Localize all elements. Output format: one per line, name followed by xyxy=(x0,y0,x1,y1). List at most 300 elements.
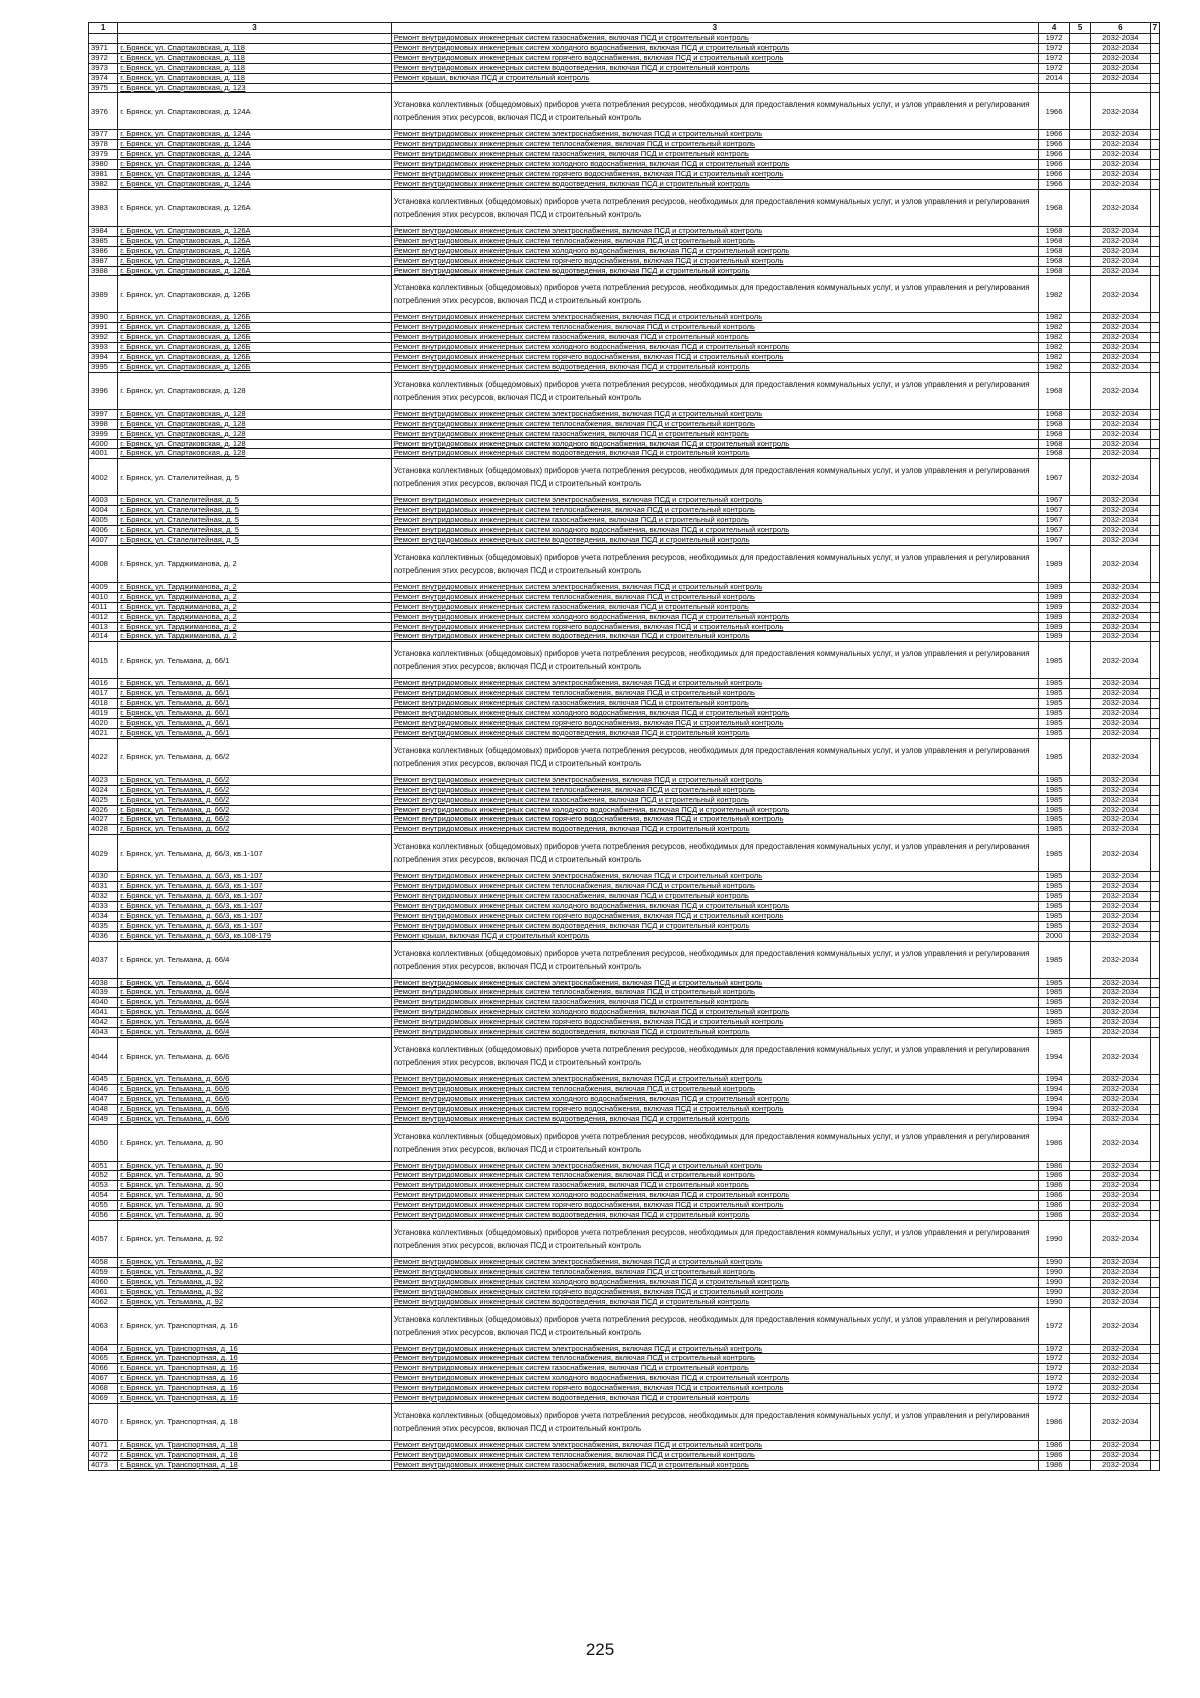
row-number-cell: 3983 xyxy=(89,189,118,226)
empty-col-5-cell xyxy=(1070,988,1091,998)
address-cell: г. Брянск, ул. Транспортная, д. 18 xyxy=(118,1450,391,1460)
work-type-cell: Установка коллективных (общедомовых) приборов учета потребления ресурсов, необходимых для предоставления коммунальных услуг, и узлов управления и регулирования потребления этих ресурсов, включая ПСД и строительный контроль xyxy=(391,276,1038,313)
row-number-cell: 3972 xyxy=(89,53,118,63)
empty-col-7-cell xyxy=(1150,189,1159,226)
address-cell: г. Брянск, ул. Спартаковская, д. 128 xyxy=(118,439,391,449)
table-row xyxy=(89,738,1160,775)
empty-col-7-cell xyxy=(1150,1403,1159,1440)
work-type-cell: Ремонт внутридомовых инженерных систем теплоснабжения, включая ПСД и строительный контроль xyxy=(391,140,1038,150)
work-type-cell: Ремонт внутридомовых инженерных систем электроснабжения, включая ПСД и строительный контроль xyxy=(391,872,1038,882)
page-number: 225 xyxy=(585,1640,615,1659)
work-type-cell: Установка коллективных (общедомовых) приборов учета потребления ресурсов, необходимых для предоставления коммунальных услуг, и узлов управления и регулирования потребления этих ресурсов, включая ПСД и строительный контроль xyxy=(391,1403,1038,1440)
row-number-cell: 4006 xyxy=(89,526,118,536)
row-number-cell: 4053 xyxy=(89,1181,118,1191)
row-number-cell: 4010 xyxy=(89,592,118,602)
year-cell: 1985 xyxy=(1038,795,1069,805)
empty-col-7-cell xyxy=(1150,1124,1159,1161)
period-cell: 2032-2034 xyxy=(1091,333,1150,343)
row-number-cell: 4014 xyxy=(89,632,118,642)
empty-col-5-cell xyxy=(1070,872,1091,882)
row-number-cell: 4015 xyxy=(89,642,118,679)
empty-col-7-cell xyxy=(1150,1297,1159,1307)
address-cell: г. Брянск, ул. Спартаковская, д. 126Б xyxy=(118,343,391,353)
table-row xyxy=(89,1038,1160,1075)
row-number-cell: 4059 xyxy=(89,1267,118,1277)
year-cell: 1982 xyxy=(1038,343,1069,353)
table-row xyxy=(89,83,1160,93)
year-cell: 1972 xyxy=(1038,34,1069,44)
address-cell: г. Брянск, ул. Тельмана, д. 92 xyxy=(118,1287,391,1297)
table-row xyxy=(89,1460,1160,1470)
empty-col-5-cell xyxy=(1070,1287,1091,1297)
address-cell: г. Брянск, ул. Тарджиманова, д. 2 xyxy=(118,545,391,582)
work-type-cell: Ремонт внутридомовых инженерных систем холодного водоснабжения, включая ПСД и строительный контроль xyxy=(391,439,1038,449)
empty-col-5-cell xyxy=(1070,1038,1091,1075)
empty-col-5-cell xyxy=(1070,150,1091,160)
address-cell: г. Брянск, ул. Тельмана, д. 66/6 xyxy=(118,1114,391,1124)
empty-col-7-cell xyxy=(1150,323,1159,333)
address-cell: г. Брянск, ул. Тельмана, д. 92 xyxy=(118,1267,391,1277)
table-row xyxy=(89,276,1160,313)
year-cell: 1968 xyxy=(1038,449,1069,459)
year-cell: 1985 xyxy=(1038,1018,1069,1028)
row-number-cell: 4061 xyxy=(89,1287,118,1297)
table-row xyxy=(89,1008,1160,1018)
empty-col-7-cell xyxy=(1150,409,1159,419)
period-cell: 2032-2034 xyxy=(1091,1403,1150,1440)
empty-col-7-cell xyxy=(1150,1344,1159,1354)
period-cell: 2032-2034 xyxy=(1091,276,1150,313)
year-cell: 1968 xyxy=(1038,256,1069,266)
work-type-cell: Ремонт внутридомовых инженерных систем холодного водоснабжения, включая ПСД и строительный контроль xyxy=(391,901,1038,911)
table-row xyxy=(89,409,1160,419)
table-row xyxy=(89,1297,1160,1307)
period-cell: 2032-2034 xyxy=(1091,1344,1150,1354)
row-number-cell: 3982 xyxy=(89,179,118,189)
year-cell: 1985 xyxy=(1038,911,1069,921)
empty-col-7-cell xyxy=(1150,1450,1159,1460)
period-cell: 2032-2034 xyxy=(1091,892,1150,902)
work-type-cell: Установка коллективных (общедомовых) приборов учета потребления ресурсов, необходимых для предоставления коммунальных услуг, и узлов управления и регулирования потребления этих ресурсов, включая ПСД и строительный контроль xyxy=(391,372,1038,409)
table-row xyxy=(89,911,1160,921)
row-number-cell: 4057 xyxy=(89,1220,118,1257)
address-cell: г. Брянск, ул. Тельмана, д. 66/1 xyxy=(118,679,391,689)
period-cell: 2032-2034 xyxy=(1091,449,1150,459)
empty-col-5-cell xyxy=(1070,1191,1091,1201)
year-cell: 1985 xyxy=(1038,679,1069,689)
period-cell: 2032-2034 xyxy=(1091,602,1150,612)
empty-col-5-cell xyxy=(1070,429,1091,439)
row-number-cell: 4040 xyxy=(89,998,118,1008)
empty-col-7-cell xyxy=(1150,179,1159,189)
header-col-7: 7 xyxy=(1150,23,1159,34)
table-row xyxy=(89,775,1160,785)
empty-col-5-cell xyxy=(1070,738,1091,775)
empty-col-5-cell xyxy=(1070,921,1091,931)
year-cell: 1982 xyxy=(1038,353,1069,363)
table-row xyxy=(89,43,1160,53)
work-type-cell: Ремонт внутридомовых инженерных систем горячего водоснабжения, включая ПСД и строительный контроль xyxy=(391,1384,1038,1394)
table-row xyxy=(89,1287,1160,1297)
empty-col-7-cell xyxy=(1150,1171,1159,1181)
work-type-cell: Ремонт внутридомовых инженерных систем газоснабжения, включая ПСД и строительный контроль xyxy=(391,602,1038,612)
year-cell: 1986 xyxy=(1038,1171,1069,1181)
period-cell: 2032-2034 xyxy=(1091,941,1150,978)
row-number-cell: 3997 xyxy=(89,409,118,419)
row-number-cell: 3996 xyxy=(89,372,118,409)
row-number-cell: 4036 xyxy=(89,931,118,941)
empty-col-7-cell xyxy=(1150,1277,1159,1287)
work-type-cell: Ремонт внутридомовых инженерных систем водоотведения, включая ПСД и строительный контроль xyxy=(391,449,1038,459)
address-cell: г. Брянск, ул. Сталелитейная, д. 5 xyxy=(118,536,391,546)
period-cell: 2032-2034 xyxy=(1091,805,1150,815)
row-number-cell: 4041 xyxy=(89,1008,118,1018)
table-row xyxy=(89,1094,1160,1104)
period-cell xyxy=(1091,83,1150,93)
empty-col-7-cell xyxy=(1150,53,1159,63)
work-type-cell: Ремонт внутридомовых инженерных систем электроснабжения, включая ПСД и строительный контроль xyxy=(391,1344,1038,1354)
empty-col-5-cell xyxy=(1070,189,1091,226)
work-type-cell: Ремонт внутридомовых инженерных систем холодного водоснабжения, включая ПСД и строительный контроль xyxy=(391,1277,1038,1287)
address-cell: г. Брянск, ул. Спартаковская, д. 126А xyxy=(118,266,391,276)
table-row xyxy=(89,1307,1160,1344)
work-type-cell: Ремонт внутридомовых инженерных систем водоотведения, включая ПСД и строительный контроль xyxy=(391,536,1038,546)
table-row xyxy=(89,140,1160,150)
work-type-cell: Ремонт внутридомовых инженерных систем теплоснабжения, включая ПСД и строительный контроль xyxy=(391,882,1038,892)
year-cell: 1985 xyxy=(1038,699,1069,709)
period-cell: 2032-2034 xyxy=(1091,246,1150,256)
period-cell: 2032-2034 xyxy=(1091,1201,1150,1211)
empty-col-7-cell xyxy=(1150,276,1159,313)
table-row xyxy=(89,785,1160,795)
empty-col-5-cell xyxy=(1070,545,1091,582)
work-type-cell: Ремонт внутридомовых инженерных систем горячего водоснабжения, включая ПСД и строительный контроль xyxy=(391,1287,1038,1297)
empty-col-5-cell xyxy=(1070,246,1091,256)
period-cell: 2032-2034 xyxy=(1091,545,1150,582)
table-row xyxy=(89,622,1160,632)
address-cell: г. Брянск, ул. Тельмана, д. 66/2 xyxy=(118,795,391,805)
work-type-cell: Установка коллективных (общедомовых) приборов учета потребления ресурсов, необходимых для предоставления коммунальных услуг, и узлов управления и регулирования потребления этих ресурсов, включая ПСД и строительный контроль xyxy=(391,545,1038,582)
table-row xyxy=(89,642,1160,679)
period-cell: 2032-2034 xyxy=(1091,313,1150,323)
table-row xyxy=(89,130,1160,140)
row-number-cell: 4058 xyxy=(89,1257,118,1267)
address-cell: г. Брянск, ул. Транспортная, д. 16 xyxy=(118,1344,391,1354)
year-cell: 1986 xyxy=(1038,1403,1069,1440)
row-number-cell: 4051 xyxy=(89,1161,118,1171)
table-row xyxy=(89,699,1160,709)
work-type-cell: Ремонт внутридомовых инженерных систем водоотведения, включая ПСД и строительный контроль xyxy=(391,728,1038,738)
header-col-6: 6 xyxy=(1091,23,1150,34)
period-cell: 2032-2034 xyxy=(1091,795,1150,805)
empty-col-7-cell xyxy=(1150,170,1159,180)
period-cell: 2032-2034 xyxy=(1091,1394,1150,1404)
empty-col-5-cell xyxy=(1070,536,1091,546)
work-type-cell: Ремонт внутридомовых инженерных систем холодного водоснабжения, включая ПСД и строительный контроль xyxy=(391,1191,1038,1201)
empty-col-7-cell xyxy=(1150,1384,1159,1394)
address-cell: г. Брянск, ул. Тарджиманова, д. 2 xyxy=(118,592,391,602)
table-row xyxy=(89,709,1160,719)
row-number-cell: 4073 xyxy=(89,1460,118,1470)
table-row xyxy=(89,333,1160,343)
empty-col-5-cell xyxy=(1070,892,1091,902)
address-cell: г. Брянск, ул. Транспортная, д. 18 xyxy=(118,1440,391,1450)
address-cell: г. Брянск, ул. Тельмана, д. 66/3, кв.1-107 xyxy=(118,921,391,931)
row-number-cell: 3993 xyxy=(89,343,118,353)
empty-col-5-cell xyxy=(1070,1460,1091,1470)
address-cell: г. Брянск, ул. Тельмана, д. 66/3, кв.1-107 xyxy=(118,835,391,872)
year-cell: 1986 xyxy=(1038,1124,1069,1161)
year-cell: 1985 xyxy=(1038,835,1069,872)
table-row xyxy=(89,506,1160,516)
table-row xyxy=(89,1450,1160,1460)
period-cell: 2032-2034 xyxy=(1091,1084,1150,1094)
empty-col-7-cell xyxy=(1150,1440,1159,1450)
period-cell: 2032-2034 xyxy=(1091,236,1150,246)
year-cell: 1985 xyxy=(1038,892,1069,902)
empty-col-7-cell xyxy=(1150,1220,1159,1257)
year-cell: 1972 xyxy=(1038,1354,1069,1364)
table-row xyxy=(89,728,1160,738)
table-row xyxy=(89,988,1160,998)
row-number-cell: 3988 xyxy=(89,266,118,276)
empty-col-5-cell xyxy=(1070,689,1091,699)
address-cell: г. Брянск, ул. Спартаковская, д. 124А xyxy=(118,160,391,170)
address-cell: г. Брянск, ул. Тельмана, д. 66/2 xyxy=(118,825,391,835)
row-number-cell: 4066 xyxy=(89,1364,118,1374)
year-cell: 1990 xyxy=(1038,1267,1069,1277)
row-number-cell xyxy=(89,34,118,44)
row-number-cell: 3977 xyxy=(89,130,118,140)
period-cell: 2032-2034 xyxy=(1091,1181,1150,1191)
address-cell: г. Брянск, ул. Тельмана, д. 66/3, кв.1-107 xyxy=(118,901,391,911)
address-cell: г. Брянск, ул. Спартаковская, д. 118 xyxy=(118,43,391,53)
work-type-cell: Ремонт внутридомовых инженерных систем водоотведения, включая ПСД и строительный контроль xyxy=(391,266,1038,276)
table-row xyxy=(89,1028,1160,1038)
table-row xyxy=(89,718,1160,728)
row-number-cell: 4007 xyxy=(89,536,118,546)
year-cell: 1986 xyxy=(1038,1181,1069,1191)
address-cell: г. Брянск, ул. Транспортная, д. 16 xyxy=(118,1307,391,1344)
row-number-cell: 4024 xyxy=(89,785,118,795)
year-cell: 1985 xyxy=(1038,1008,1069,1018)
table-row xyxy=(89,256,1160,266)
period-cell: 2032-2034 xyxy=(1091,1354,1150,1364)
table-row xyxy=(89,189,1160,226)
work-type-cell: Ремонт внутридомовых инженерных систем теплоснабжения, включая ПСД и строительный контроль xyxy=(391,1084,1038,1094)
period-cell: 2032-2034 xyxy=(1091,1287,1150,1297)
address-cell: г. Брянск, ул. Сталелитейная, д. 5 xyxy=(118,496,391,506)
table-row xyxy=(89,439,1160,449)
year-cell: 1968 xyxy=(1038,439,1069,449)
table-row xyxy=(89,1084,1160,1094)
empty-col-5-cell xyxy=(1070,93,1091,130)
work-type-cell: Ремонт внутридомовых инженерных систем холодного водоснабжения, включая ПСД и строительный контроль xyxy=(391,1094,1038,1104)
year-cell: 1972 xyxy=(1038,53,1069,63)
empty-col-5-cell xyxy=(1070,343,1091,353)
address-cell: г. Брянск, ул. Спартаковская, д. 124А xyxy=(118,170,391,180)
period-cell: 2032-2034 xyxy=(1091,170,1150,180)
address-cell: г. Брянск, ул. Тельмана, д. 66/4 xyxy=(118,941,391,978)
empty-col-5-cell xyxy=(1070,1344,1091,1354)
period-cell: 2032-2034 xyxy=(1091,642,1150,679)
table-row xyxy=(89,1104,1160,1114)
work-type-cell: Ремонт внутридомовых инженерных систем теплоснабжения, включая ПСД и строительный контроль xyxy=(391,785,1038,795)
address-cell: г. Брянск, ул. Тельмана, д. 66/1 xyxy=(118,728,391,738)
period-cell: 2032-2034 xyxy=(1091,728,1150,738)
year-cell xyxy=(1038,83,1069,93)
work-type-cell: Ремонт внутридомовых инженерных систем теплоснабжения, включая ПСД и строительный контроль xyxy=(391,419,1038,429)
empty-col-7-cell xyxy=(1150,1394,1159,1404)
work-type-cell: Ремонт внутридомовых инженерных систем газоснабжения, включая ПСД и строительный контроль xyxy=(391,150,1038,160)
year-cell: 1990 xyxy=(1038,1287,1069,1297)
work-type-cell: Ремонт внутридомовых инженерных систем газоснабжения, включая ПСД и строительный контроль xyxy=(391,429,1038,439)
period-cell: 2032-2034 xyxy=(1091,1450,1150,1460)
empty-col-5-cell xyxy=(1070,728,1091,738)
row-number-cell: 3992 xyxy=(89,333,118,343)
empty-col-7-cell xyxy=(1150,43,1159,53)
row-number-cell: 3981 xyxy=(89,170,118,180)
empty-col-5-cell xyxy=(1070,805,1091,815)
empty-col-7-cell xyxy=(1150,266,1159,276)
period-cell: 2032-2034 xyxy=(1091,612,1150,622)
period-cell: 2032-2034 xyxy=(1091,1220,1150,1257)
period-cell: 2032-2034 xyxy=(1091,718,1150,728)
year-cell: 1990 xyxy=(1038,1277,1069,1287)
table-row xyxy=(89,34,1160,44)
row-number-cell: 4013 xyxy=(89,622,118,632)
row-number-cell: 4070 xyxy=(89,1403,118,1440)
work-type-cell: Ремонт внутридомовых инженерных систем горячего водоснабжения, включая ПСД и строительный контроль xyxy=(391,170,1038,180)
address-cell: г. Брянск, ул. Спартаковская, д. 124А xyxy=(118,93,391,130)
address-cell: г. Брянск, ул. Спартаковская, д. 118 xyxy=(118,73,391,83)
period-cell: 2032-2034 xyxy=(1091,459,1150,496)
address-cell: г. Брянск, ул. Транспортная, д. 18 xyxy=(118,1403,391,1440)
work-type-cell: Установка коллективных (общедомовых) приборов учета потребления ресурсов, необходимых для предоставления коммунальных услуг, и узлов управления и регулирования потребления этих ресурсов, включая ПСД и строительный контроль xyxy=(391,189,1038,226)
work-type-cell: Ремонт внутридомовых инженерных систем электроснабжения, включая ПСД и строительный контроль xyxy=(391,679,1038,689)
empty-col-5-cell xyxy=(1070,1394,1091,1404)
period-cell: 2032-2034 xyxy=(1091,189,1150,226)
empty-col-5-cell xyxy=(1070,179,1091,189)
table-row xyxy=(89,679,1160,689)
empty-col-5-cell xyxy=(1070,323,1091,333)
empty-col-7-cell xyxy=(1150,246,1159,256)
year-cell: 1972 xyxy=(1038,1394,1069,1404)
period-cell: 2032-2034 xyxy=(1091,93,1150,130)
empty-col-7-cell xyxy=(1150,1307,1159,1344)
address-cell: г. Брянск, ул. Тельмана, д. 66/6 xyxy=(118,1084,391,1094)
address-cell: г. Брянск, ул. Спартаковская, д. 126А xyxy=(118,246,391,256)
year-cell: 1968 xyxy=(1038,266,1069,276)
empty-col-5-cell xyxy=(1070,1297,1091,1307)
work-type-cell: Ремонт внутридомовых инженерных систем горячего водоснабжения, включая ПСД и строительный контроль xyxy=(391,53,1038,63)
empty-col-5-cell xyxy=(1070,1075,1091,1085)
empty-col-5-cell xyxy=(1070,1403,1091,1440)
year-cell: 1989 xyxy=(1038,612,1069,622)
empty-col-7-cell xyxy=(1150,1287,1159,1297)
table-row xyxy=(89,1354,1160,1364)
year-cell: 1989 xyxy=(1038,602,1069,612)
work-type-cell: Ремонт внутридомовых инженерных систем холодного водоснабжения, включая ПСД и строительный контроль xyxy=(391,805,1038,815)
row-number-cell: 4042 xyxy=(89,1018,118,1028)
year-cell: 1985 xyxy=(1038,882,1069,892)
period-cell: 2032-2034 xyxy=(1091,1171,1150,1181)
work-type-cell: Ремонт внутридомовых инженерных систем газоснабжения, включая ПСД и строительный контроль xyxy=(391,892,1038,902)
period-cell: 2032-2034 xyxy=(1091,409,1150,419)
table-row xyxy=(89,496,1160,506)
empty-col-7-cell xyxy=(1150,93,1159,130)
year-cell: 1966 xyxy=(1038,160,1069,170)
work-type-cell: Установка коллективных (общедомовых) приборов учета потребления ресурсов, необходимых для предоставления коммунальных услуг, и узлов управления и регулирования потребления этих ресурсов, включая ПСД и строительный контроль xyxy=(391,1307,1038,1344)
row-number-cell: 4011 xyxy=(89,602,118,612)
period-cell: 2032-2034 xyxy=(1091,1028,1150,1038)
row-number-cell: 4021 xyxy=(89,728,118,738)
table-row xyxy=(89,978,1160,988)
row-number-cell: 4018 xyxy=(89,699,118,709)
empty-col-5-cell xyxy=(1070,1450,1091,1460)
year-cell: 1967 xyxy=(1038,516,1069,526)
empty-col-5-cell xyxy=(1070,642,1091,679)
row-number-cell: 4020 xyxy=(89,718,118,728)
empty-col-7-cell xyxy=(1150,998,1159,1008)
empty-col-7-cell xyxy=(1150,738,1159,775)
empty-col-7-cell xyxy=(1150,978,1159,988)
empty-col-5-cell xyxy=(1070,130,1091,140)
work-type-cell: Ремонт внутридомовых инженерных систем электроснабжения, включая ПСД и строительный контроль xyxy=(391,1257,1038,1267)
row-number-cell: 3978 xyxy=(89,140,118,150)
address-cell: г. Брянск, ул. Спартаковская, д. 128 xyxy=(118,409,391,419)
empty-col-7-cell xyxy=(1150,496,1159,506)
empty-col-5-cell xyxy=(1070,602,1091,612)
empty-col-7-cell xyxy=(1150,1161,1159,1171)
year-cell: 1968 xyxy=(1038,372,1069,409)
period-cell: 2032-2034 xyxy=(1091,439,1150,449)
row-number-cell: 3979 xyxy=(89,150,118,160)
empty-col-7-cell xyxy=(1150,882,1159,892)
period-cell: 2032-2034 xyxy=(1091,1460,1150,1470)
period-cell: 2032-2034 xyxy=(1091,1307,1150,1344)
period-cell: 2032-2034 xyxy=(1091,1440,1150,1450)
address-cell: г. Брянск, ул. Тельмана, д. 66/1 xyxy=(118,642,391,679)
empty-col-7-cell xyxy=(1150,1038,1159,1075)
period-cell: 2032-2034 xyxy=(1091,679,1150,689)
work-type-cell: Ремонт внутридомовых инженерных систем газоснабжения, включая ПСД и строительный контроль xyxy=(391,333,1038,343)
empty-col-5-cell xyxy=(1070,775,1091,785)
table-row xyxy=(89,236,1160,246)
period-cell: 2032-2034 xyxy=(1091,266,1150,276)
period-cell: 2032-2034 xyxy=(1091,496,1150,506)
period-cell: 2032-2034 xyxy=(1091,1008,1150,1018)
work-type-cell: Ремонт внутридомовых инженерных систем водоотведения, включая ПСД и строительный контроль xyxy=(391,1297,1038,1307)
work-type-cell: Установка коллективных (общедомовых) приборов учета потребления ресурсов, необходимых для предоставления коммунальных услуг, и узлов управления и регулирования потребления этих ресурсов, включая ПСД и строительный контроль xyxy=(391,941,1038,978)
row-number-cell: 4031 xyxy=(89,882,118,892)
empty-col-7-cell xyxy=(1150,1075,1159,1085)
row-number-cell: 4030 xyxy=(89,872,118,882)
work-type-cell: Ремонт внутридомовых инженерных систем водоотведения, включая ПСД и строительный контроль xyxy=(391,1394,1038,1404)
period-cell: 2032-2034 xyxy=(1091,53,1150,63)
empty-col-5-cell xyxy=(1070,1114,1091,1124)
row-number-cell: 4069 xyxy=(89,1394,118,1404)
year-cell: 1989 xyxy=(1038,622,1069,632)
address-cell: г. Брянск, ул. Тельмана, д. 66/6 xyxy=(118,1104,391,1114)
table-row xyxy=(89,1018,1160,1028)
empty-col-7-cell xyxy=(1150,429,1159,439)
empty-col-5-cell xyxy=(1070,1171,1091,1181)
empty-col-7-cell xyxy=(1150,516,1159,526)
empty-col-7-cell xyxy=(1150,1191,1159,1201)
address-cell: г. Брянск, ул. Сталелитейная, д. 5 xyxy=(118,526,391,536)
row-number-cell: 4022 xyxy=(89,738,118,775)
